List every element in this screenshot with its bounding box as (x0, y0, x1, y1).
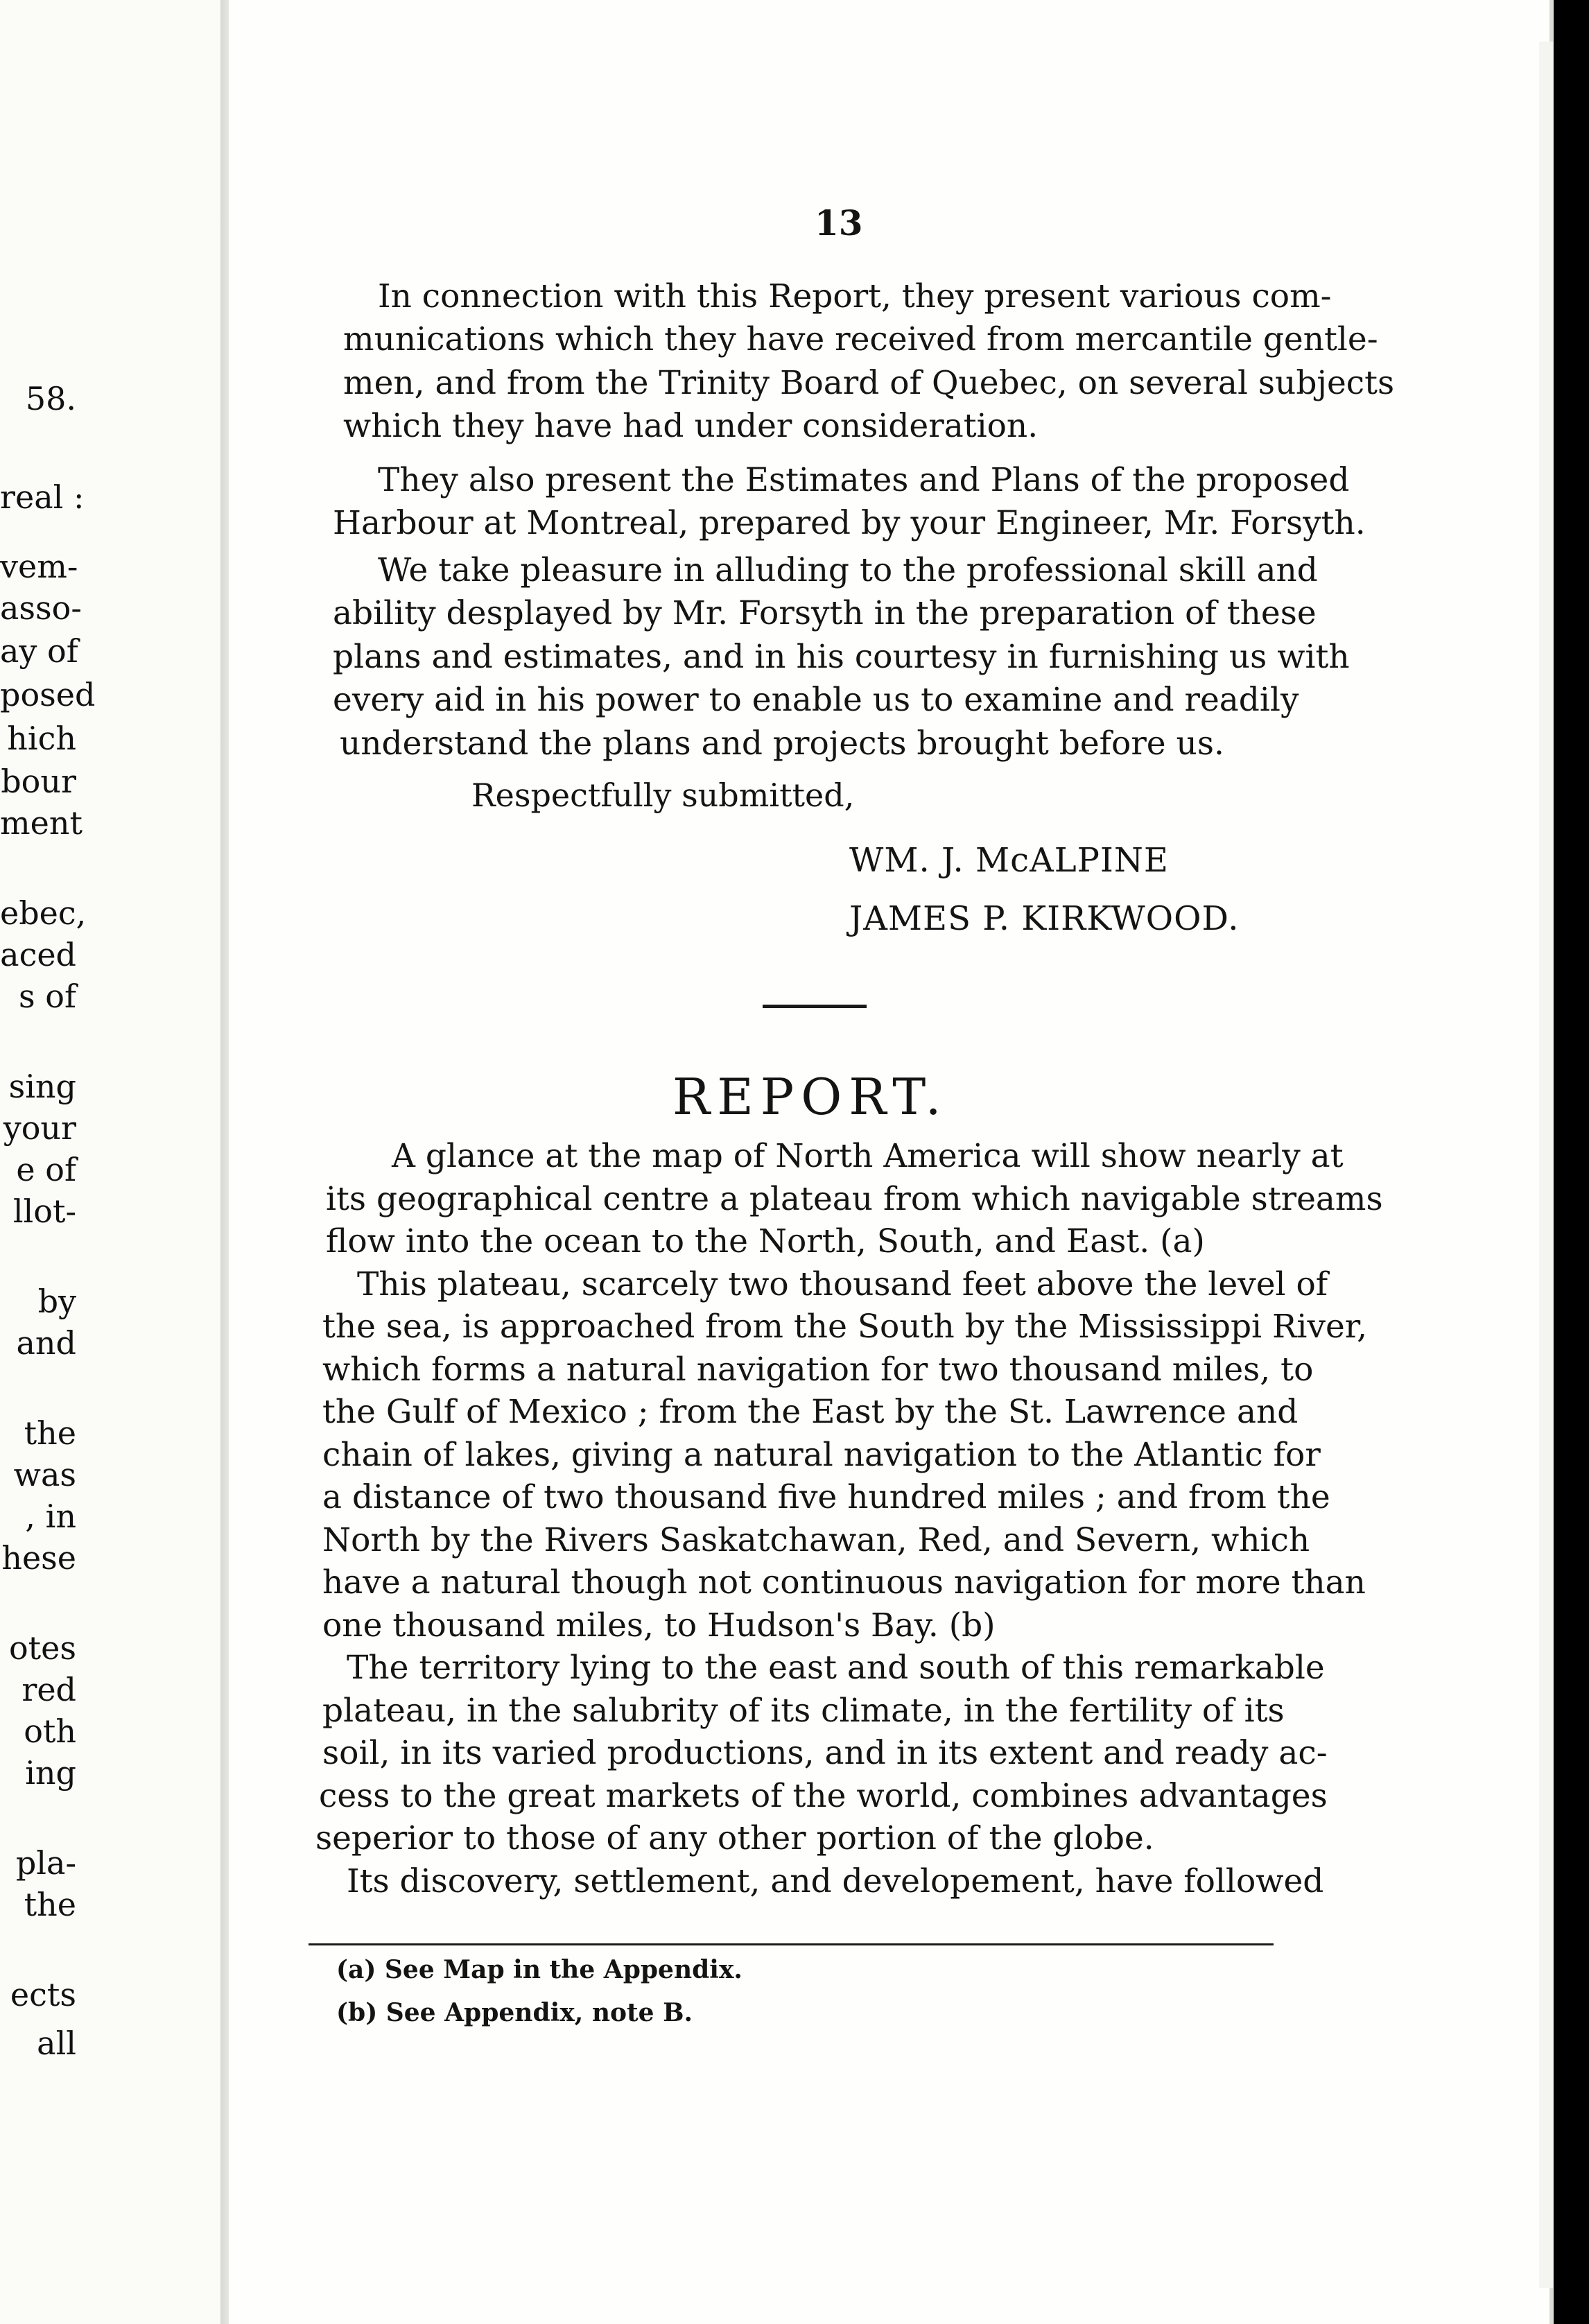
intro-line: They also present the Estimates and Plans of the proposed (378, 461, 1350, 499)
signature-mcalpine: WM. J. McALPINE (849, 841, 1169, 880)
left-page-fragment: llot- (12, 1193, 76, 1230)
intro-line: ability desplayed by Mr. Forsyth in the preparation of these (333, 594, 1317, 632)
report-line: flow into the ocean to the North, South, and East. (a) (326, 1222, 1205, 1260)
report-heading: REPORT. (672, 1068, 948, 1126)
report-line: the Gulf of Mexico ; from the East by the St. Lawrence and (322, 1393, 1299, 1431)
left-page-fragment: aced (0, 936, 76, 973)
left-page-fragment: otes (8, 1629, 76, 1667)
left-page-fragment: asso- (0, 589, 82, 627)
left-page-fragment: ment (0, 804, 83, 842)
report-line: A glance at the map of North America will show nearly at (392, 1137, 1344, 1175)
section-divider (763, 1005, 867, 1008)
report-line: soil, in its varied productions, and in its extent and ready ac- (322, 1734, 1328, 1772)
intro-line: Harbour at Montreal, prepared by your Engineer, Mr. Forsyth. (333, 504, 1366, 542)
left-page-fragment: ebec, (0, 894, 87, 932)
left-page-fragment: sing (8, 1068, 76, 1105)
footnote-rule (309, 1943, 1274, 1945)
left-page-fragment: oth (24, 1712, 76, 1750)
intro-line: plans and estimates, and in his courtesy in furnishing us with (333, 638, 1350, 676)
report-line: North by the Rivers Saskatchawan, Red, and Severn, which (322, 1521, 1310, 1559)
left-page-fragment: bour (1, 763, 76, 800)
left-page-fragment: pla- (15, 1844, 76, 1882)
left-page-fragment: and (16, 1324, 76, 1362)
left-page-fragment: by (37, 1283, 76, 1320)
left-page-fragment: the (24, 1886, 76, 1923)
left-page-fragment: the (24, 1414, 76, 1452)
report-line: its geographical centre a plateau from which navigable streams (326, 1180, 1383, 1218)
report-line: which forms a natural navigation for two thousand miles, to (322, 1351, 1314, 1389)
footnote-a: (a) See Map in the Appendix. (336, 1955, 743, 1984)
report-line: Its discovery, settlement, and developement, have followed (347, 1862, 1324, 1900)
report-line: The territory lying to the east and south of this remarkable (347, 1649, 1325, 1687)
report-line: chain of lakes, giving a natural navigation to the Atlantic for (322, 1436, 1321, 1474)
report-line: the sea, is approached from the South by the Mississippi River, (322, 1308, 1368, 1346)
intro-line: men, and from the Trinity Board of Quebec, on several subjects (343, 364, 1395, 402)
left-page-fragment: hese (1, 1539, 76, 1577)
closing-line: Respectfully submitted, (471, 777, 855, 814)
report-line: have a natural though not continuous navigation for more than (322, 1563, 1366, 1602)
report-line: one thousand miles, to Hudson's Bay. (b) (322, 1606, 996, 1645)
intro-line: munications which they have received from mercantile gentle- (343, 320, 1378, 358)
report-line: This plateau, scarcely two thousand feet above the level of (357, 1265, 1328, 1303)
report-line: seperior to those of any other portion of the globe. (315, 1819, 1154, 1857)
left-page-fragment: hich (7, 720, 76, 757)
left-page-fragment: ay of (0, 632, 78, 670)
left-page-fragment: your (3, 1109, 76, 1147)
left-page-fragment: ects (10, 1976, 76, 2013)
signature-kirkwood: JAMES P. KIRKWOOD. (849, 899, 1240, 938)
left-page-fragment: 58. (25, 380, 76, 417)
report-line: plateau, in the salubrity of its climate, in the fertility of its (322, 1692, 1285, 1730)
left-page-fragment: red (21, 1671, 76, 1708)
intro-line: every aid in his power to enable us to examine and readily (333, 681, 1299, 719)
intro-line: We take pleasure in alluding to the professional skill and (378, 551, 1318, 589)
left-page-fragment: e of (16, 1151, 76, 1188)
left-page-fragment: s of (19, 978, 76, 1015)
page-edge (1539, 42, 1553, 2288)
left-page-fragment: posed (0, 676, 96, 713)
intro-line: In connection with this Report, they present various com- (378, 277, 1332, 315)
report-line: cess to the great markets of the world, combines advantages (319, 1777, 1328, 1815)
footnote-b: (b) See Appendix, note B. (336, 1998, 693, 2027)
left-page-fragment: vem- (0, 548, 78, 585)
left-page-fragment: , in (25, 1498, 76, 1535)
page-number: 13 (815, 202, 863, 243)
intro-line: which they have had under consideration. (343, 407, 1039, 445)
report-line: a distance of two thousand five hundred miles ; and from the (322, 1478, 1330, 1516)
left-page-fragment: all (37, 2024, 76, 2062)
left-page-fragment: real : (0, 478, 85, 516)
intro-line: understand the plans and projects brought before us. (340, 725, 1224, 763)
left-page-fragment: was (13, 1456, 76, 1493)
left-page-fragment: ing (25, 1754, 76, 1792)
